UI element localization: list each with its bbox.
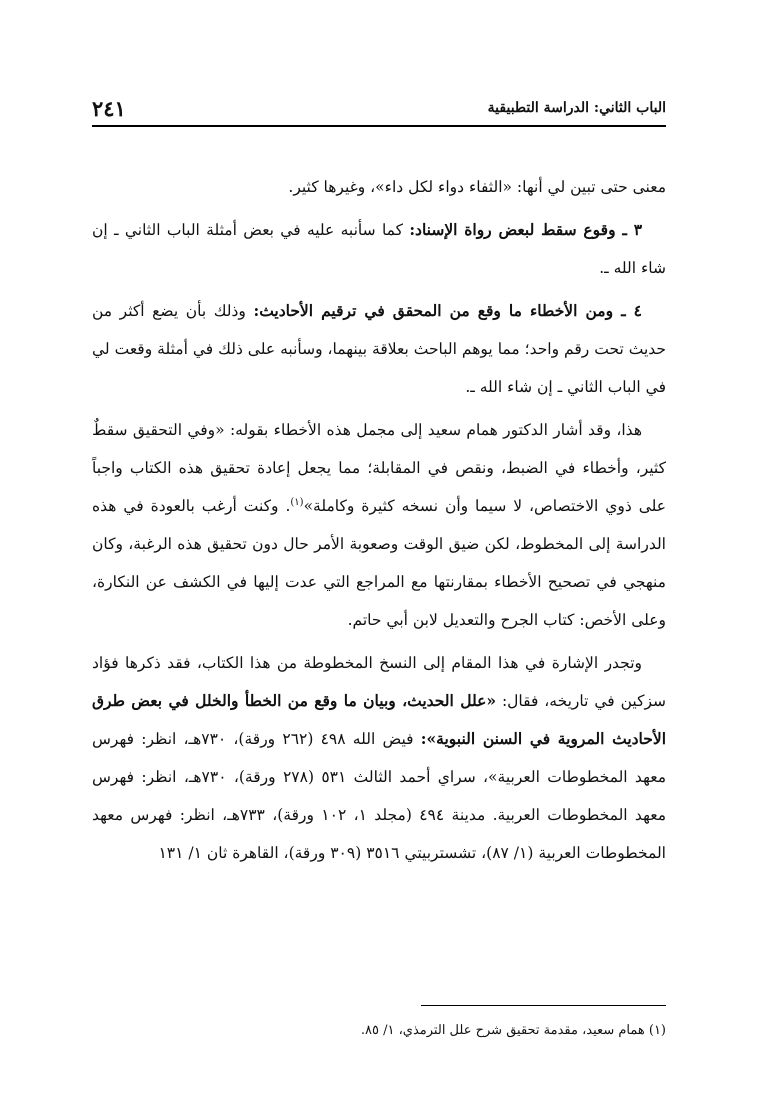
- main-text: [92, 168, 666, 872]
- paragraph-4: [92, 411, 666, 639]
- paragraph-2-heading: ٣ ـ وقوع سقط لبعض رواة الإسناد:: [409, 220, 643, 239]
- paragraph-1: [92, 168, 666, 206]
- paragraph-3-heading: ٤ ـ ومن الأخطاء ما وقع من المحقق في ترقيم الأحاديث:: [253, 301, 642, 320]
- paragraph-1-text: معنى حتى تبين لي أنها: «الثفاء دواء لكل داء»، وغيرها كثير.: [288, 178, 666, 196]
- page-number: ٢٤١: [92, 95, 126, 121]
- paragraph-4-text: هذا، وقد أشار الدكتور همام سعيد إلى مجمل هذه الأخطاء بقوله: «وفي التحقيق سقطٌ كثير، وأخطاء في الضبط، ونقص في المقابلة؛ مما يجعل إعادة تحقيق هذه الكتاب واجباً على ذوي الاختصاص، لا سيما وأن نسخه كثيرة وكاملة»: [92, 421, 666, 515]
- paragraph-3: [92, 292, 666, 406]
- paragraph-5-end: فيض الله ٤٩٨ (٢٦٢ ورقة)، ٧٣٠هـ، انظر: فهرس معهد المخطوطات العربية»، سراي أحمد الثالث ٥٣١ (٢٧٨ ورقة)، ٧٣٠هـ، انظر: فهرس معهد المخطوطات العربية. مدينة ٤٩٤ (مجلد ١، ١٠٢ ورقة)، ٧٣٣هـ، انظر: فهرس معهد المخطوطات العربية (١/ ٨٧)، تشستربيتي ٣٥١٦ (٣٠٩ ورقة)، القاهرة ثان ١/ ١٣١: [92, 730, 666, 862]
- header-rule: [92, 125, 666, 127]
- paragraph-2: [92, 211, 666, 287]
- paragraph-2-text: كما سأنبه عليه في بعض أمثلة الباب الثاني ـ إن شاء الله ـ.: [92, 221, 666, 277]
- footnote-rule: [421, 1005, 666, 1006]
- book-title: «علل الحديث، وبيان ما وقع من الخطأ والخلل في بعض طرق الأحاديث المروية في السنن النبوية»:: [92, 691, 667, 748]
- paragraph-3-text: وذلك بأن يضع أكثر من حديث تحت رقم واحد؛ مما يوهم الباحث بعلاقة بينهما، وسأنبه على ذلك في أمثلة وقعت لي في الباب الثاني ـ إن شاء الله ـ.: [92, 302, 666, 396]
- page-header: [92, 92, 666, 124]
- footnote: [92, 1020, 666, 1042]
- footnotes: [92, 1020, 666, 1042]
- footnote-number: (١): [648, 1023, 666, 1038]
- running-title: الباب الثاني: الدراسة التطبيقية: [487, 100, 666, 116]
- footnote-ref-1[interactable]: (١): [290, 496, 304, 508]
- paragraph-5: [92, 644, 666, 872]
- footnote-text: همام سعيد، مقدمة تحقيق شرح علل الترمذي، ١/ ٨٥.: [360, 1023, 645, 1038]
- paragraph-4-end: . وكنت أرغب بالعودة في هذه الدراسة إلى المخطوط، لكن ضيق الوقت وصعوبة الأمر حال دون تحقيق هذه الرغبة، وكان منهجي في تصحيح الأخطاء بمقارنتها مع المراجع التي عدت إليها في الكشف عن النكارة، وعلى الأخص: كتاب الجرح والتعديل لابن أبي حاتم.: [92, 497, 666, 629]
- paragraph-5-text: وتجدر الإشارة في هذا المقام إلى النسخ المخطوطة من هذا الكتاب، فقد ذكرها فؤاد سزكين في تاريخه، فقال:: [92, 654, 666, 710]
